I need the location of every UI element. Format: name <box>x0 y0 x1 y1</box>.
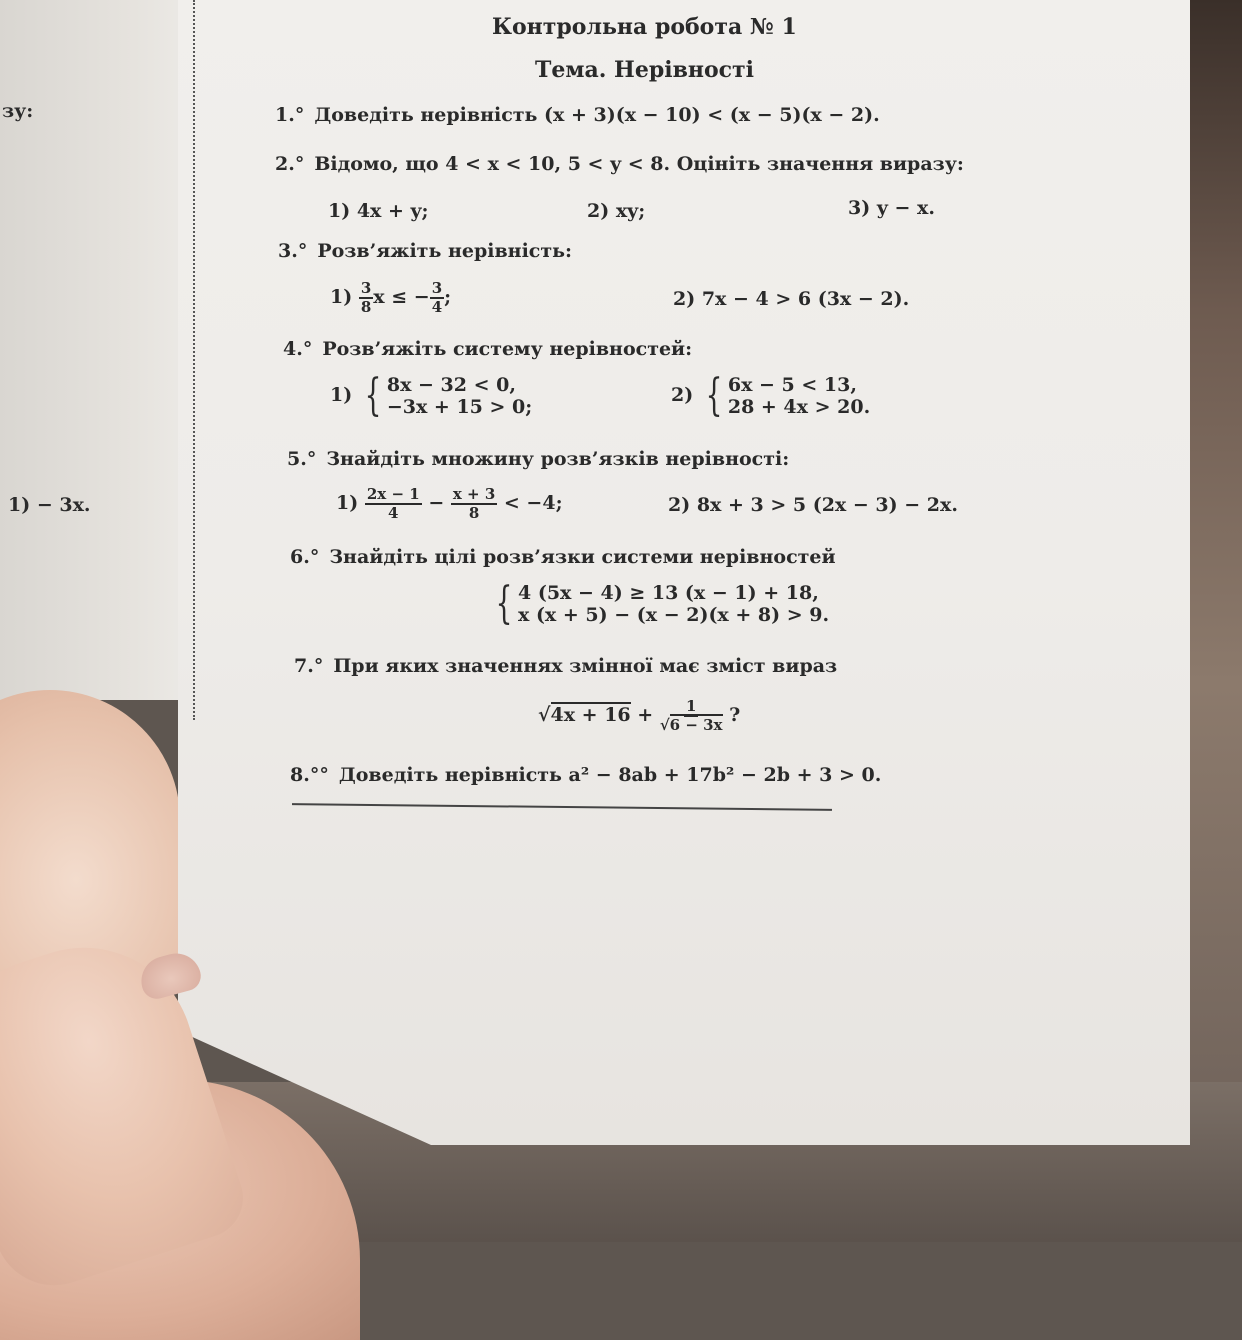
denominator: 8 <box>360 298 372 316</box>
task-text: Доведіть нерівність (x + 3)(x − 10) < (x − 5)(x − 2). <box>314 104 880 126</box>
task-number: 2.° <box>275 153 305 175</box>
left-page-fragment-mid: 1) − 3x. <box>8 494 91 516</box>
task-number: 7.° <box>294 655 324 677</box>
task-2-part-3: 3) y − x. <box>848 197 935 219</box>
brace-icon: { <box>705 370 723 421</box>
task-number: 4.° <box>283 338 313 360</box>
previous-page <box>0 0 194 700</box>
task-4 <box>283 338 692 360</box>
part-label: 1) <box>330 286 353 308</box>
numerator: x + 3 <box>452 485 496 503</box>
task-3-part-1 <box>330 280 451 316</box>
expression: x ≤ − <box>373 286 430 308</box>
task-5-part-1 <box>336 486 563 522</box>
task-text: Розв’яжіть нерівність: <box>317 240 573 262</box>
task-text: Відомо, що 4 < x < 10, 5 < y < 8. Оцініть значення виразу: <box>314 153 964 175</box>
system <box>728 374 870 418</box>
fraction <box>365 486 422 522</box>
task-3 <box>278 240 572 262</box>
page-subtitle: Тема. Нерівності <box>535 57 755 83</box>
expression-end: < −4; <box>503 492 563 514</box>
task-text: Розв’яжіть систему нерівностей: <box>322 338 693 360</box>
denominator: 4 <box>388 504 399 522</box>
system-line: 28 + 4x > 20. <box>727 396 871 418</box>
radicand: 4x + 16 <box>550 704 631 726</box>
task-number: 8.°° <box>290 764 329 786</box>
task-text: Знайдіть множину розв’язків нерівності: <box>326 448 790 470</box>
task-text: Знайдіть цілі розв’язки системи нерівностей <box>329 546 836 568</box>
task-7-expression <box>538 698 740 734</box>
question-mark: ? <box>729 704 741 726</box>
system-line: 8x − 32 < 0, <box>386 374 516 396</box>
task-number: 1.° <box>275 104 305 126</box>
fraction <box>451 486 497 522</box>
system <box>387 374 532 418</box>
task-4-part-1 <box>330 370 533 421</box>
task-4-part-2 <box>671 370 871 421</box>
brace-icon: { <box>364 370 382 421</box>
expression-end: ; <box>444 286 452 308</box>
system-line: x (x + 5) − (x − 2)(x + 8) > 9. <box>518 604 830 626</box>
denominator: 8 <box>468 504 480 522</box>
task-8 <box>290 764 881 786</box>
task-6-system <box>490 578 830 629</box>
task-5-part-2: 2) 8x + 3 > 5 (2x − 3) − 2x. <box>668 494 958 516</box>
margin-line <box>193 0 197 720</box>
task-3-part-2: 2) 7x − 4 > 6 (3x − 2). <box>673 288 910 310</box>
task-6 <box>290 546 836 568</box>
part-label: 1) <box>330 384 353 406</box>
system <box>518 582 829 626</box>
sqrt-icon: √ <box>659 716 670 734</box>
operator: − <box>428 492 445 514</box>
task-number: 3.° <box>278 240 308 262</box>
brace-icon: { <box>495 578 513 629</box>
part-label: 2) <box>671 384 694 406</box>
task-5 <box>287 448 789 470</box>
system-line: −3x + 15 > 0; <box>386 396 533 418</box>
sqrt-icon: √ <box>538 704 551 726</box>
numerator: 3 <box>360 279 372 297</box>
task-2-part-2: 2) xy; <box>587 200 646 222</box>
task-number: 6.° <box>290 546 320 568</box>
numerator: 2x − 1 <box>366 485 420 503</box>
task-text: Доведіть нерівність a² − 8ab + 17b² − 2b + 3 > 0. <box>338 764 882 786</box>
left-page-fragment-top: зу: <box>2 100 34 122</box>
fraction <box>359 280 373 316</box>
task-text: При яких значеннях змінної має зміст вираз <box>333 655 838 677</box>
task-2 <box>275 153 964 175</box>
task-number: 5.° <box>287 448 317 470</box>
system-line: 6x − 5 < 13, <box>727 374 857 396</box>
part-label: 1) <box>336 492 359 514</box>
operator: + <box>637 704 654 726</box>
fraction <box>430 280 444 316</box>
denominator <box>660 717 723 734</box>
page-title: Контрольна робота № 1 <box>492 14 797 40</box>
task-7 <box>294 655 837 677</box>
system-line: 4 (5x − 4) ≥ 13 (x − 1) + 18, <box>518 582 819 604</box>
task-2-part-1: 1) 4x + y; <box>328 200 429 222</box>
numerator: 3 <box>431 279 443 297</box>
numerator: 1 <box>685 697 697 715</box>
radicand: 6 − 3x <box>669 716 723 734</box>
denominator: 4 <box>431 298 443 316</box>
fraction <box>660 698 723 734</box>
task-1 <box>275 104 880 126</box>
